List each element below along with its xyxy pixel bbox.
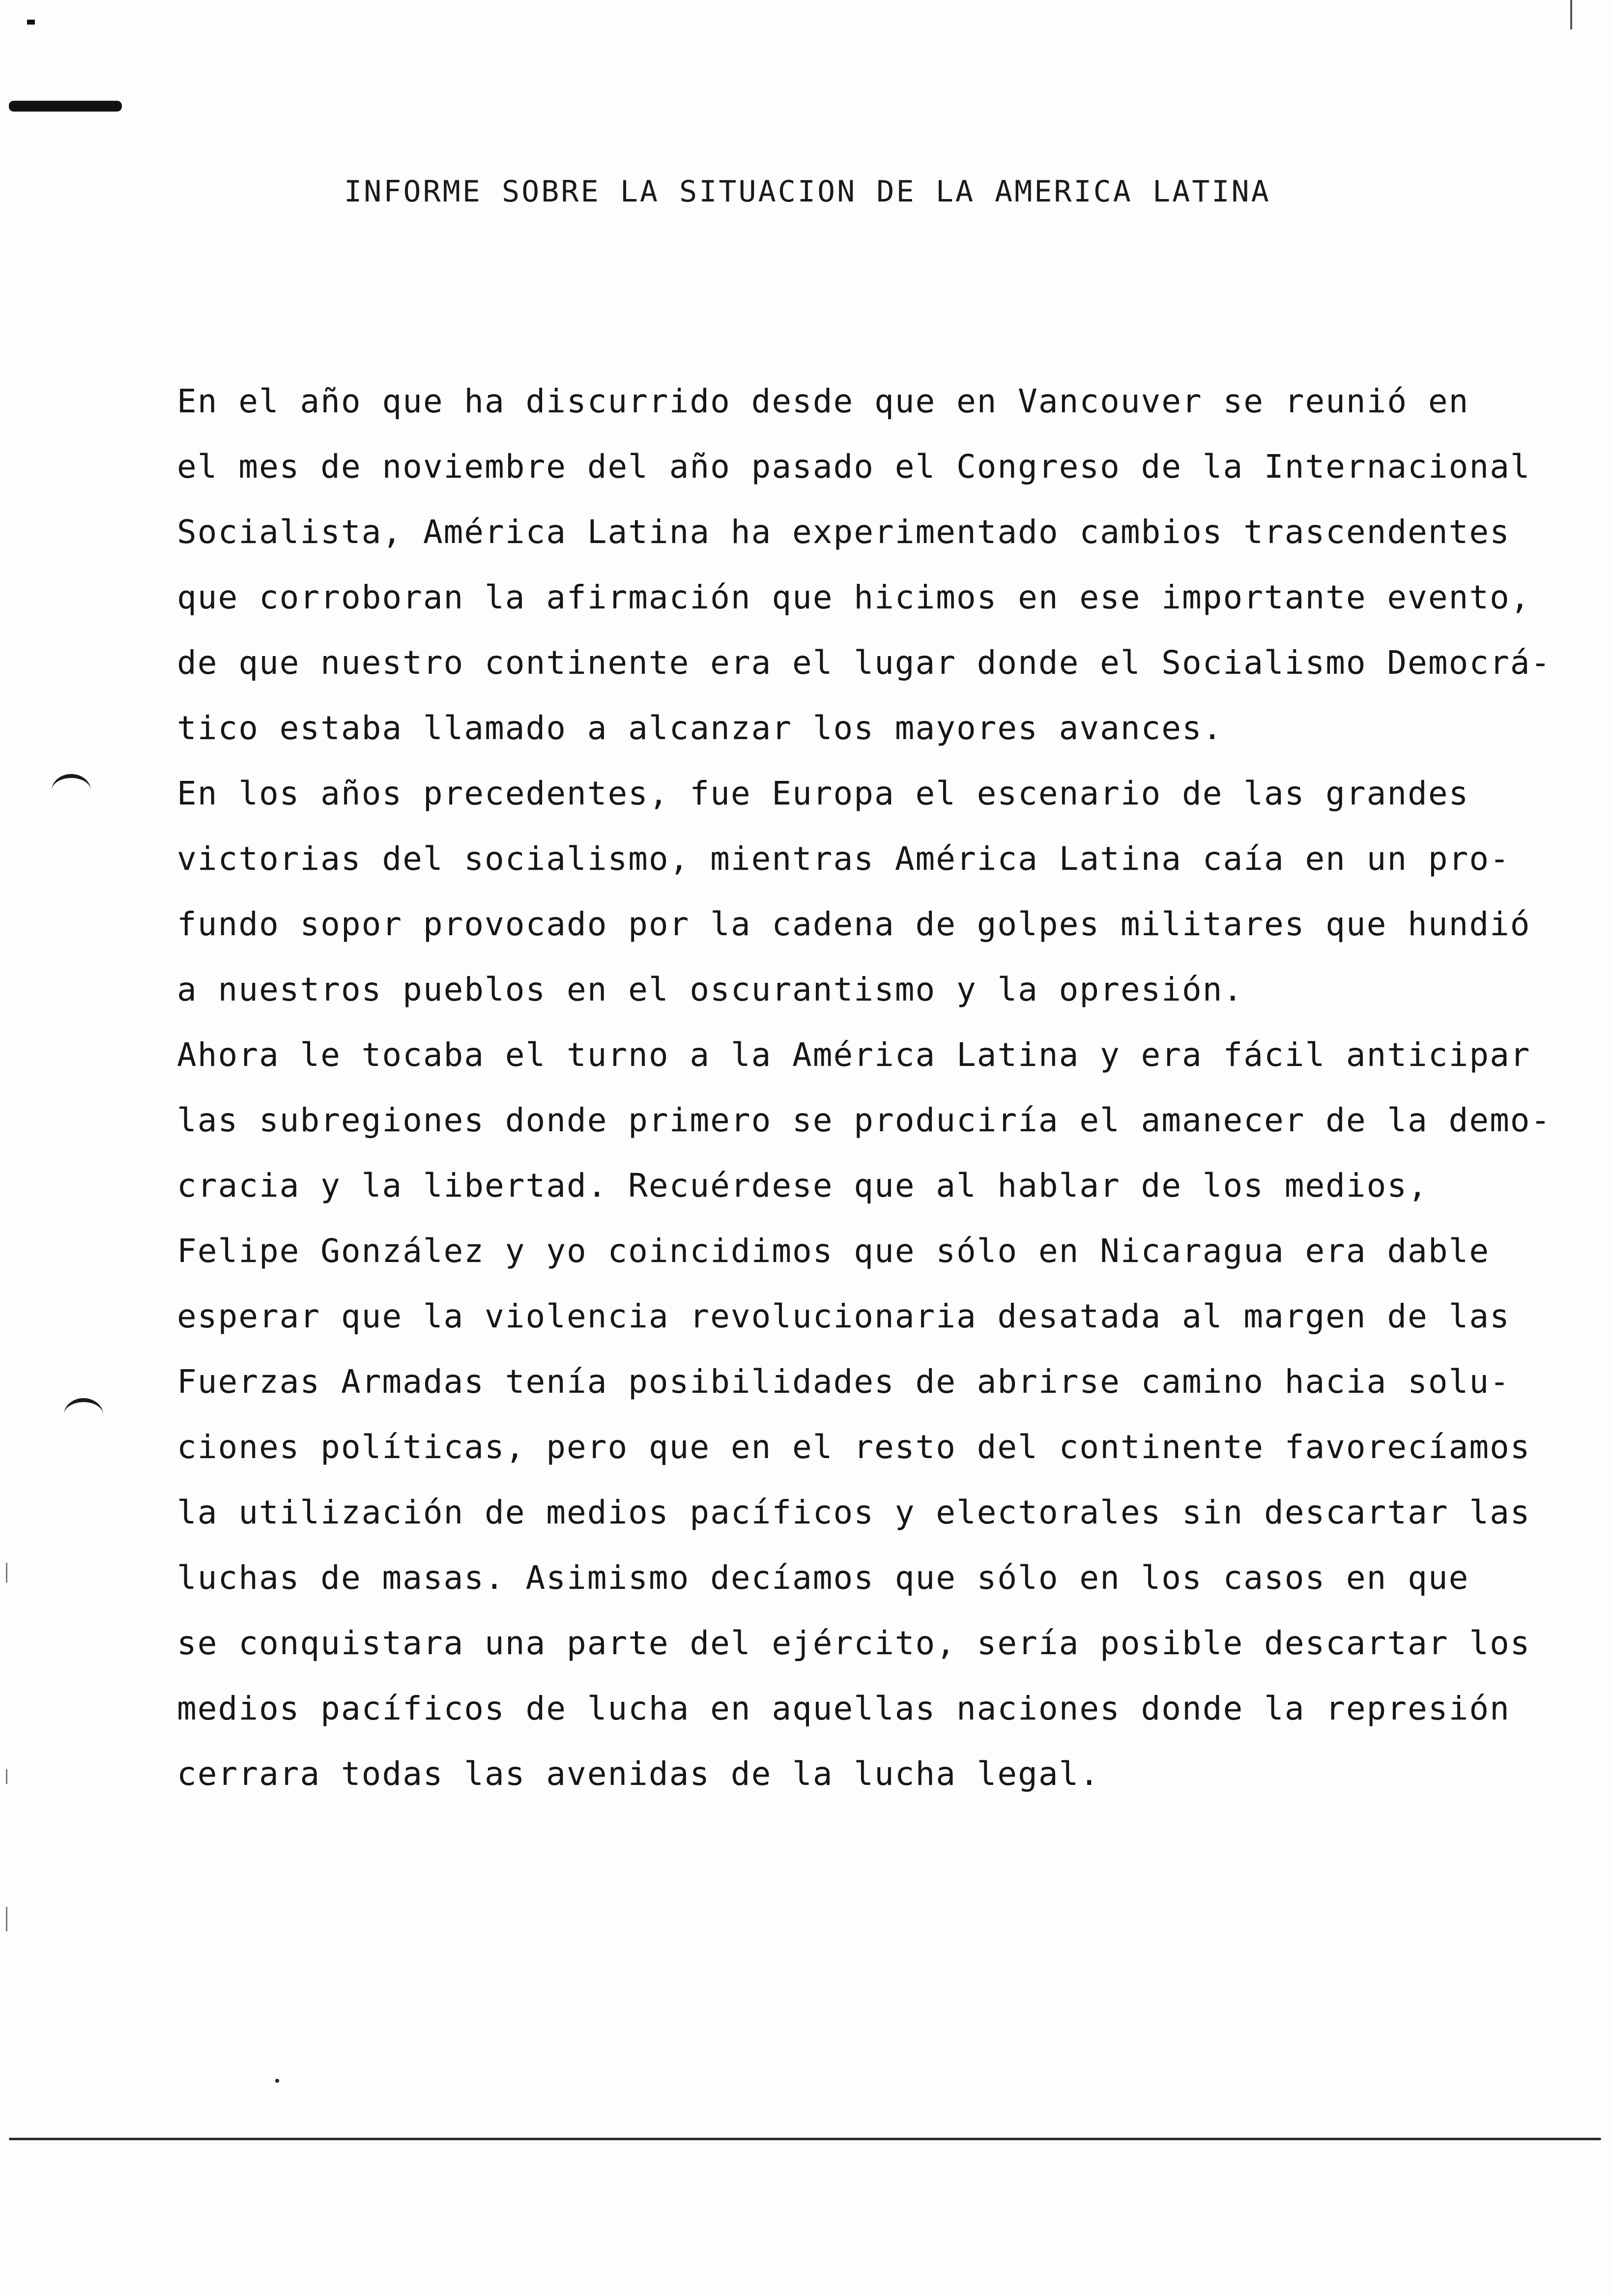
body-line: Socialista, América Latina ha experimentado cambios trascendentes [177, 513, 1510, 551]
body-line: cerrara todas las avenidas de la lucha legal. [177, 1755, 1100, 1793]
body-line: En los años precedentes, fue Europa el escenario de las grandes [177, 775, 1469, 812]
body-line: el mes de noviembre del año pasado el Congreso de la Internacional [177, 448, 1531, 486]
document-title: INFORME SOBRE LA SITUACION DE LA AMERICA LATINA [344, 174, 1271, 209]
body-line: las subregiones donde primero se produciría el amanecer de la demo- [177, 1101, 1552, 1139]
body-line: esperar que la violencia revolucionaria desatada al margen de las [177, 1297, 1510, 1335]
bottom-rule [9, 2138, 1601, 2140]
margin-mark-3 [6, 1907, 7, 1931]
document-body [177, 369, 1552, 1807]
body-line: se conquistara una parte del ejército, sería posible descartar los [177, 1624, 1531, 1662]
body-line: cracia y la libertad. Recuérdese que al hablar de los medios, [177, 1167, 1428, 1205]
punch-mark-upper [52, 774, 91, 807]
body-line: de que nuestro continente era el lugar donde el Socialismo Democrá- [177, 644, 1552, 682]
body-line: tico estaba llamado a alcanzar los mayores avances. [177, 709, 1223, 747]
margin-mark-2 [6, 1769, 7, 1784]
body-line: medios pacíficos de lucha en aquellas naciones donde la represión [177, 1690, 1510, 1727]
body-line: fundo sopor provocado por la cadena de golpes militares que hundió [177, 905, 1531, 943]
body-line: En el año que ha discurrido desde que en Vancouver se reunió en [177, 382, 1469, 420]
body-line: Fuerzas Armadas tenía posibilidades de abrirse camino hacia solu- [177, 1363, 1510, 1401]
punch-mark-lower [64, 1398, 103, 1432]
body-line: la utilización de medios pacíficos y electorales sin descartar las [177, 1493, 1531, 1531]
scan-artifact-top-left [27, 20, 35, 25]
body-line: que corroboran la afirmación que hicimos en ese importante evento, [177, 578, 1531, 616]
scan-artifact-top-right [1570, 0, 1572, 29]
scan-artifact-smudge [9, 101, 122, 112]
body-line: Felipe González y yo coincidimos que sólo en Nicaragua era dable [177, 1232, 1490, 1270]
scan-artifact-dot [275, 2079, 279, 2083]
body-line: ciones políticas, pero que en el resto del continente favorecíamos [177, 1428, 1531, 1466]
margin-mark-1 [6, 1563, 7, 1582]
body-line: victorias del socialismo, mientras América Latina caía en un pro- [177, 840, 1510, 878]
body-line: Ahora le tocaba el turno a la América Latina y era fácil anticipar [177, 1036, 1531, 1074]
body-line: a nuestros pueblos en el oscurantismo y la opresión. [177, 971, 1244, 1008]
body-line: luchas de masas. Asimismo decíamos que sólo en los casos en que [177, 1559, 1469, 1597]
